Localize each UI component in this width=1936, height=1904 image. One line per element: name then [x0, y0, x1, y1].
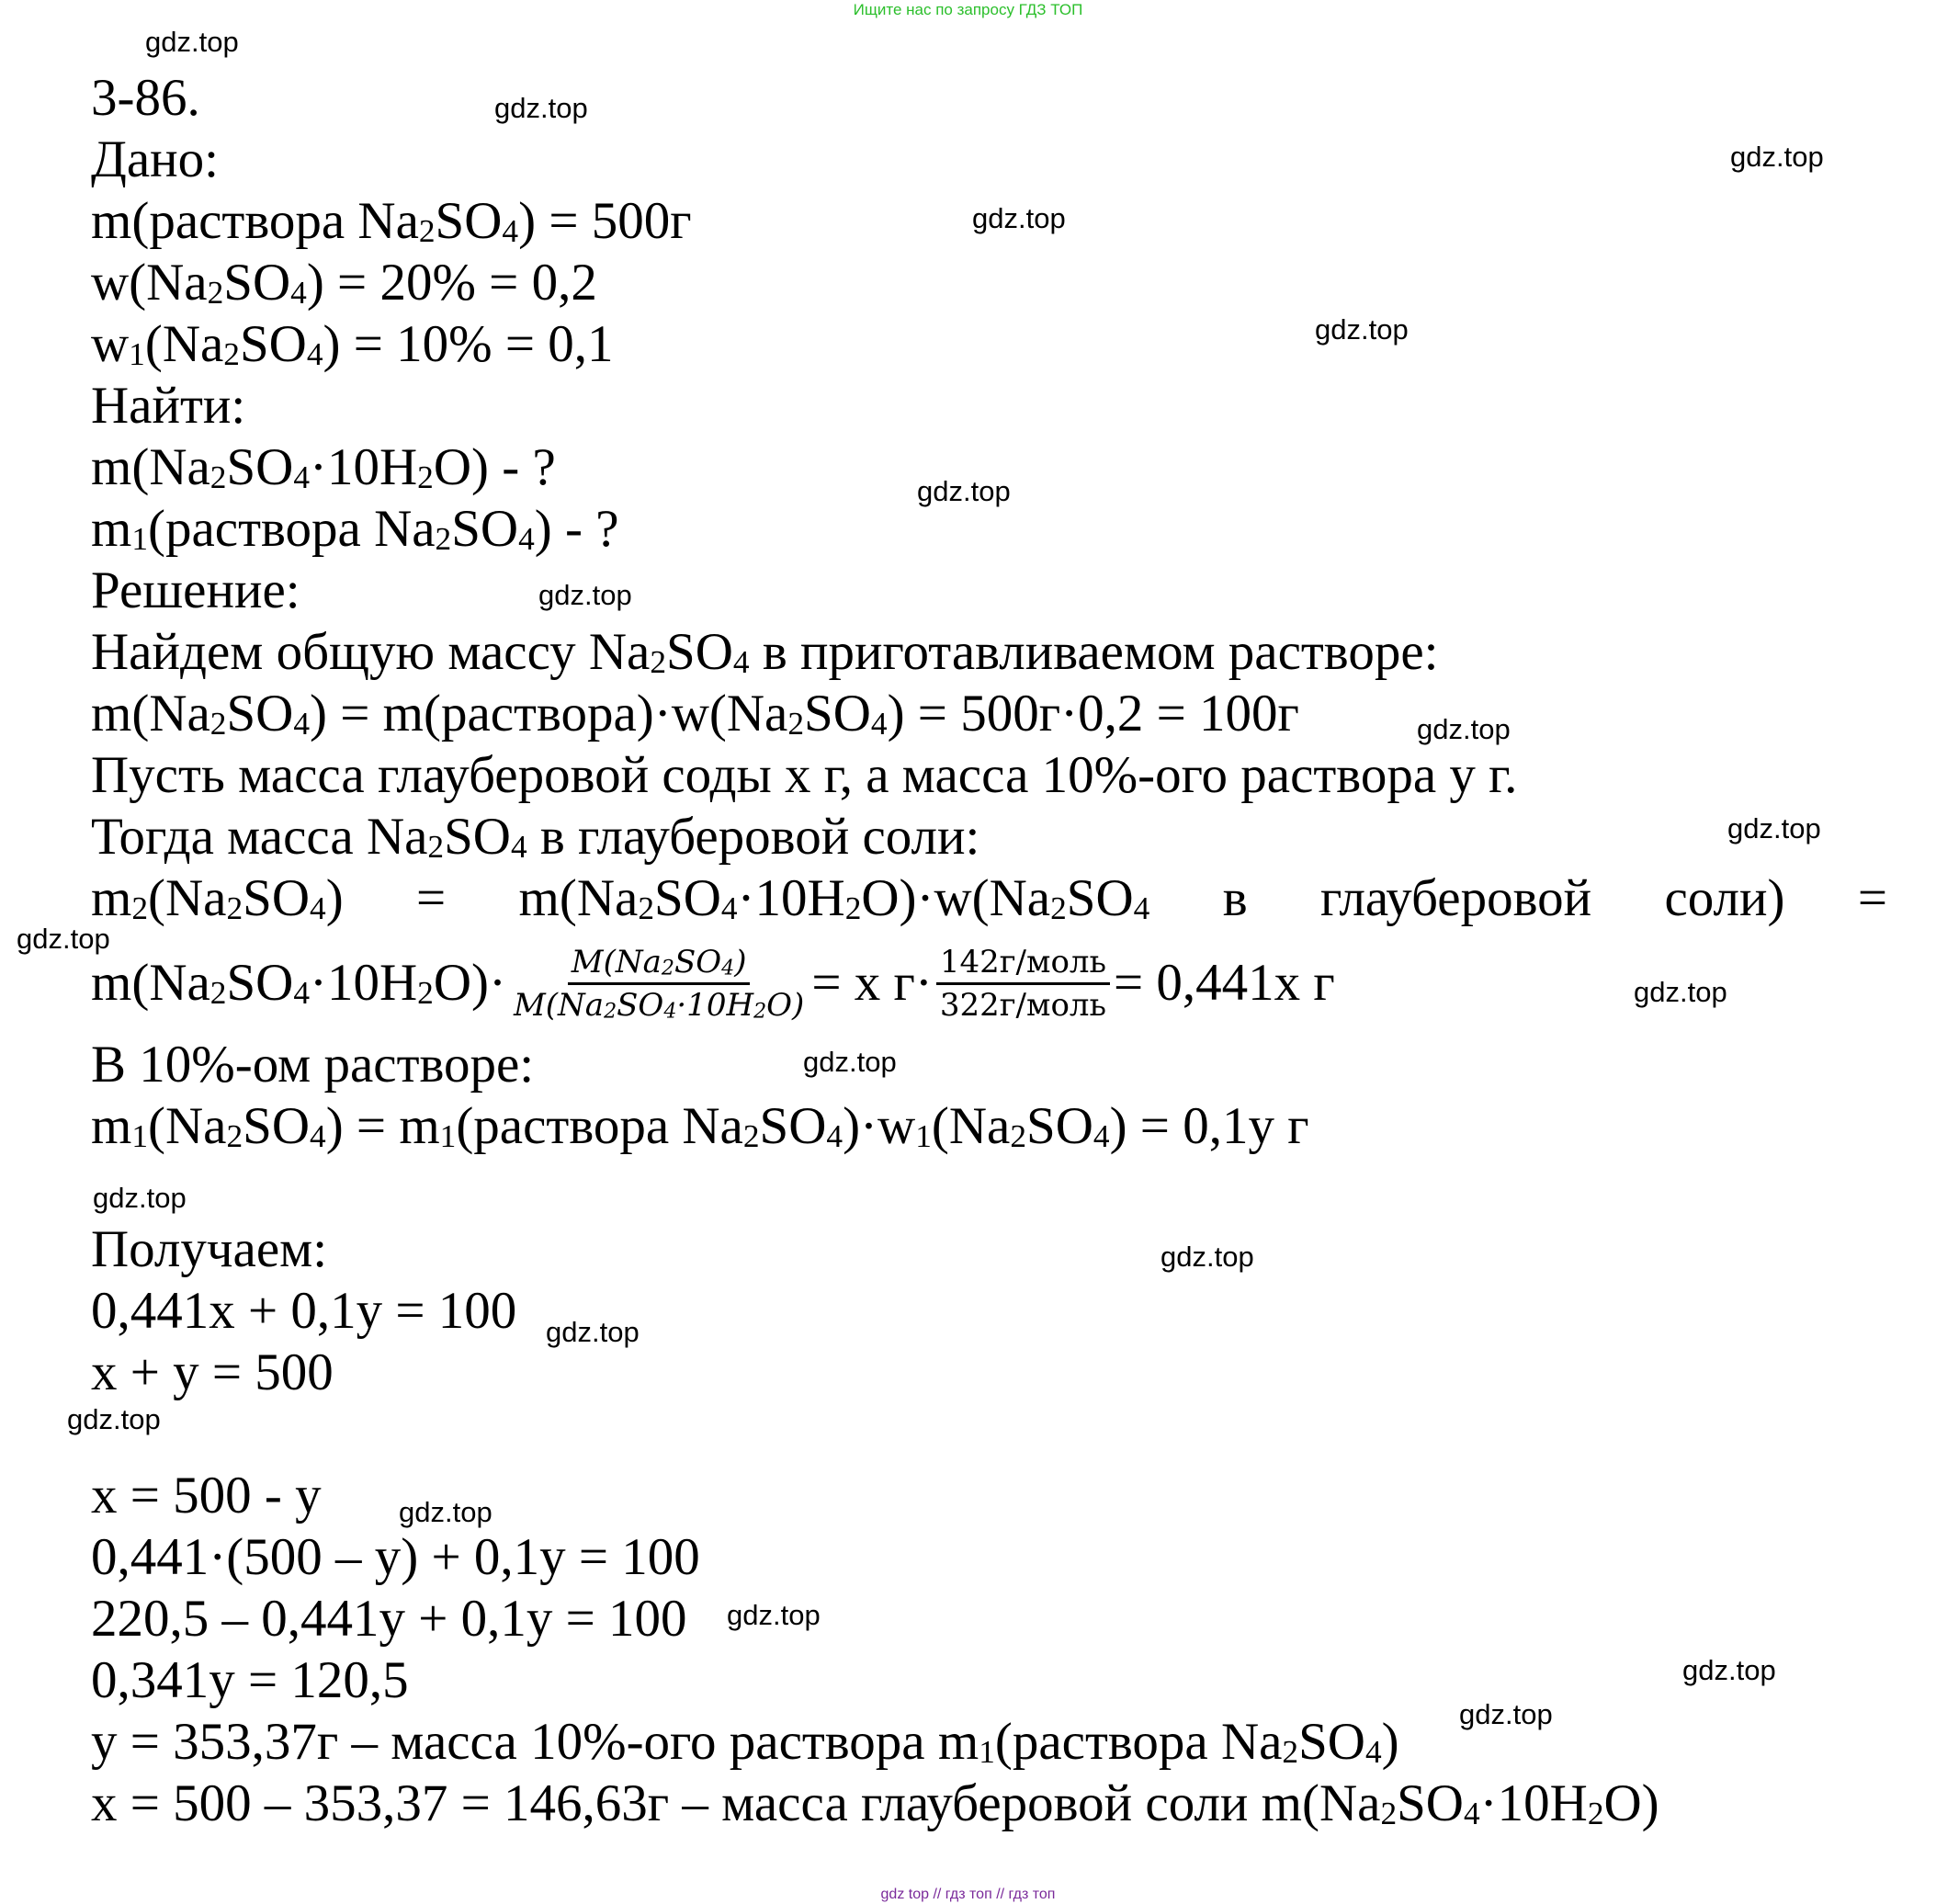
watermark: gdz.top — [546, 1316, 640, 1348]
given-mass-fraction: $w(Na_2SO_4) = 20\% = 0,2$ — [91, 254, 597, 312]
find-glauber-mass: $m(Na_2SO_4\cdot 10H_2O)$ - ? — [91, 438, 556, 496]
solution-title: Решение: — [91, 561, 300, 619]
given-mass-fraction-1: $w_1(Na_2SO_4) = 10\% = 0,1$ — [91, 315, 614, 373]
glauber-mass-equation: $m_2(Na_2SO_4)$ = $m(Na_2SO_4\cdot 10H_2O)\cdot w(Na_2SO_4$ в глауберовой соли) = — [91, 869, 1887, 927]
step-equation-2: 0,441·(500 – y) + 0,1y = 100 — [91, 1528, 700, 1586]
system-equation-1: 0,441x + 0,1y = 100 — [91, 1282, 517, 1340]
watermark: gdz.top — [1634, 976, 1727, 1008]
watermark: gdz.top — [93, 1182, 187, 1214]
ten-percent-equation: $m_1(Na_2SO_4)$ = $m_1(раствора$ $Na_2SO_4)\cdot w_1(Na_2SO_4) = 0,1y$ г — [91, 1097, 1309, 1155]
watermark: gdz.top — [399, 1496, 492, 1528]
molar-value-fraction: $\frac{\text{142г/моль}}{\text{322г/моль}}$ — [936, 942, 1110, 1026]
given-title: Дано: — [91, 130, 220, 188]
step-equation-3: 220,5 – 0,441y + 0,1y = 100 — [91, 1590, 687, 1648]
given-mass-solution: m(раствора $Na_2SO_4) = 500г$ — [91, 192, 692, 250]
watermark: gdz.top — [972, 202, 1066, 234]
result-y: y = 353,37г – масса 10%-ого раствора $m_1(раствора$ $Na_2SO_4$) — [91, 1713, 1399, 1771]
step-equation-4: 0,341y = 120,5 — [91, 1651, 409, 1709]
watermark: gdz.top — [1727, 812, 1821, 844]
fraction-equation: $m(Na_2SO_4\cdot 10H_2O)\cdot$ $\frac{M(Na_2SO_4)}{M(Na_2SO_4\cdot 10H_2O)}$ = x г· $\frac{\text{142г/моль}}{\text{322г/моль}}$ = 0,441x г — [91, 944, 1335, 1025]
total-mass-equation: $m(Na_2SO_4)$ = $m(раствора)\cdot w(Na_2SO_4) = 500г\cdot 0,2 = 100г$ — [91, 685, 1299, 742]
get-title: Получаем: — [91, 1220, 328, 1278]
watermark: gdz.top — [67, 1403, 161, 1435]
step-equation-1: x = 500 - y — [91, 1467, 322, 1524]
assumption-text: Пусть масса глауберовой соды x г, а масса 10%-ого раствора y г. — [91, 746, 1518, 804]
watermark: gdz.top — [1417, 713, 1511, 745]
watermark: gdz.top — [1682, 1654, 1776, 1686]
find-title: Найти: — [91, 377, 246, 435]
problem-number: 3-86. — [91, 69, 200, 127]
watermark: gdz.top — [1730, 141, 1824, 173]
watermark: gdz.top — [17, 923, 110, 955]
result-x: x = 500 – 353,37 = 146,63г – масса глауберовой соли $m(Na_2SO_4\cdot 10H_2O)$ — [91, 1774, 1659, 1832]
top-banner[interactable]: Ищите нас по запросу ГДЗ ТОП — [853, 1, 1083, 18]
find-solution-mass: $m_1(раствора$ $Na_2SO_4$) - ? — [91, 500, 619, 558]
watermark: gdz.top — [803, 1046, 897, 1078]
watermark: gdz.top — [1315, 313, 1409, 346]
watermark: gdz.top — [538, 579, 632, 611]
ten-percent-text: В 10%-ом растворе: — [91, 1036, 535, 1094]
bottom-banner[interactable]: gdz top // гдз топ // гдз топ — [880, 1887, 1056, 1902]
watermark: gdz.top — [727, 1599, 821, 1631]
total-mass-text: Найдем общую массу $Na_2SO_4$ в приготавливаемом растворе: — [91, 623, 1439, 681]
watermark: gdz.top — [145, 26, 239, 58]
watermark: gdz.top — [494, 92, 588, 124]
watermark: gdz.top — [1459, 1698, 1553, 1730]
system-equation-2: x + y = 500 — [91, 1343, 334, 1401]
molar-mass-fraction: $\frac{M(Na_2SO_4)}{M(Na_2SO_4\cdot 10H_2O)}$ — [513, 944, 805, 1025]
watermark: gdz.top — [1160, 1241, 1254, 1273]
then-text: Тогда масса $Na_2SO_4$ в глауберовой соли: — [91, 808, 980, 866]
watermark: gdz.top — [917, 475, 1011, 507]
